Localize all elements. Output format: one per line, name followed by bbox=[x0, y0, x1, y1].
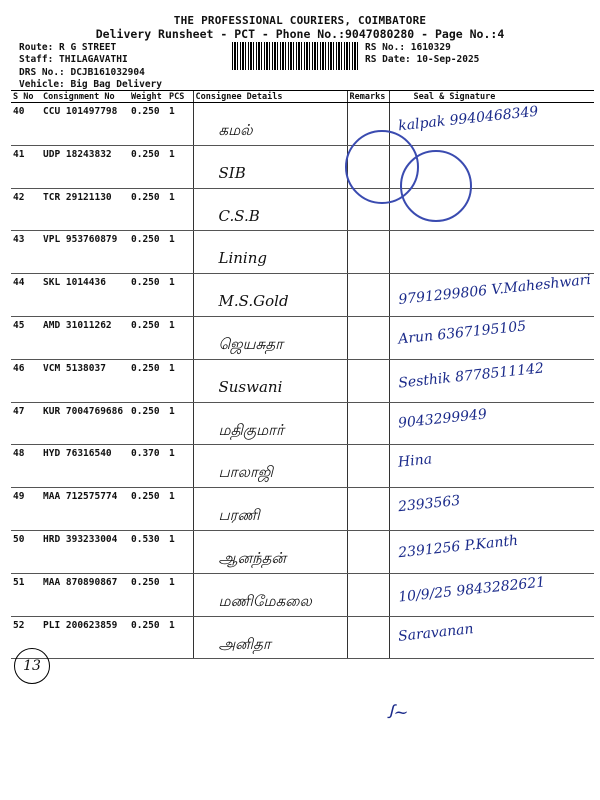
pcs-cell: 1 bbox=[167, 231, 193, 274]
col-header: Weight bbox=[129, 91, 167, 103]
weight-cell: 0.250 bbox=[129, 316, 167, 359]
sno-cell: 40 bbox=[11, 103, 41, 146]
pcs-cell: 1 bbox=[167, 616, 193, 659]
consignee-cell bbox=[193, 274, 347, 317]
weight-cell: 0.250 bbox=[129, 145, 167, 188]
consignment-cell: HRD 393233004 bbox=[41, 530, 129, 573]
signature-cell bbox=[389, 103, 594, 146]
pcs-cell: 1 bbox=[167, 402, 193, 445]
weight-cell: 0.250 bbox=[129, 231, 167, 274]
route-label: Route: R G STREET bbox=[19, 42, 117, 53]
signature-handwriting: 9043299949 bbox=[396, 405, 488, 432]
consignee-cell bbox=[193, 530, 347, 573]
sno-cell: 47 bbox=[11, 402, 41, 445]
pcs-cell: 1 bbox=[167, 316, 193, 359]
pcs-cell: 1 bbox=[167, 488, 193, 531]
signature-handwriting: 9791299806 V.Maheshwari bbox=[397, 272, 592, 309]
document-subtitle: Delivery Runsheet - PCT - Phone No.:9047080280 - Page No.:4 bbox=[95, 27, 505, 41]
remarks-cell bbox=[347, 445, 389, 488]
signature-cell bbox=[389, 402, 594, 445]
table-row bbox=[11, 316, 594, 359]
consignee-cell bbox=[193, 316, 347, 359]
table-row bbox=[11, 231, 594, 274]
signature-cell bbox=[389, 231, 594, 274]
consignee-handwriting: மணிமேகலை bbox=[218, 591, 312, 610]
rs-date: RS Date: 10-Sep-2025 bbox=[365, 53, 480, 65]
consignment-cell: CCU 101497798 bbox=[41, 103, 129, 146]
consignment-cell: VCM 5138037 bbox=[41, 359, 129, 402]
sno-cell: 51 bbox=[11, 573, 41, 616]
consignee-handwriting: Lining bbox=[218, 249, 267, 268]
document-title: THE PROFESSIONAL COURIERS, COIMBATORE bbox=[173, 14, 427, 27]
weight-cell: 0.370 bbox=[129, 445, 167, 488]
sno-cell: 43 bbox=[11, 231, 41, 274]
remarks-cell bbox=[347, 616, 389, 659]
sno-cell: 42 bbox=[11, 188, 41, 231]
pcs-cell: 1 bbox=[167, 145, 193, 188]
signature-handwriting: Hina bbox=[396, 451, 433, 472]
remarks-cell bbox=[347, 274, 389, 317]
col-header: Consignment No bbox=[41, 91, 129, 103]
table-row bbox=[11, 573, 594, 616]
weight-cell: 0.530 bbox=[129, 530, 167, 573]
drs-label: DRS No.: DCJB161032904 bbox=[19, 67, 145, 78]
signature-cell bbox=[389, 316, 594, 359]
remarks-cell bbox=[347, 359, 389, 402]
signature-cell bbox=[389, 274, 594, 317]
weight-cell: 0.250 bbox=[129, 616, 167, 659]
signature-cell bbox=[389, 573, 594, 616]
consignee-cell bbox=[193, 103, 347, 146]
consignee-handwriting: கமல் bbox=[218, 121, 253, 139]
weight-cell: 0.250 bbox=[129, 103, 167, 146]
staff-label: Staff: THILAGAVATHI bbox=[19, 53, 128, 65]
table-row bbox=[11, 445, 594, 488]
consignee-handwriting: அனிதா bbox=[218, 634, 271, 653]
pcs-cell: 1 bbox=[167, 445, 193, 488]
consignment-cell: VPL 953760879 bbox=[41, 231, 129, 274]
consignee-handwriting: ஜெயசுதா bbox=[218, 334, 283, 353]
consignee-cell bbox=[193, 188, 347, 231]
table-row bbox=[11, 359, 594, 402]
consignment-cell: UDP 18243832 bbox=[41, 145, 129, 188]
col-header: S No bbox=[11, 91, 41, 103]
table-row bbox=[11, 402, 594, 445]
signature-handwriting: 2391256 P.Kanth bbox=[396, 532, 519, 562]
consignment-cell: HYD 76316540 bbox=[41, 445, 129, 488]
remarks-cell bbox=[347, 402, 389, 445]
col-header: Seal & Signature bbox=[389, 91, 594, 103]
weight-cell: 0.250 bbox=[129, 274, 167, 317]
consignee-handwriting: M.S.Gold bbox=[218, 292, 289, 311]
table-row bbox=[11, 103, 594, 146]
pcs-cell: 1 bbox=[167, 573, 193, 616]
consignment-cell: MAA 712575774 bbox=[41, 488, 129, 531]
col-header: Consignee Details bbox=[193, 91, 347, 103]
weight-cell: 0.250 bbox=[129, 402, 167, 445]
remarks-cell bbox=[347, 488, 389, 531]
sno-cell: 46 bbox=[11, 359, 41, 402]
consignee-cell bbox=[193, 488, 347, 531]
remarks-cell bbox=[347, 316, 389, 359]
remarks-cell bbox=[347, 573, 389, 616]
table-row bbox=[11, 188, 594, 231]
consignee-cell bbox=[193, 573, 347, 616]
pcs-cell: 1 bbox=[167, 103, 193, 146]
consignment-cell: SKL 1014436 bbox=[41, 274, 129, 317]
signature-cell bbox=[389, 488, 594, 531]
consignee-cell bbox=[193, 616, 347, 659]
vehicle-label: Vehicle: Big Bag Delivery bbox=[19, 78, 162, 90]
remarks-cell bbox=[347, 530, 389, 573]
signature-handwriting: 2393563 bbox=[396, 492, 461, 516]
consignee-cell bbox=[193, 145, 347, 188]
signature-cell bbox=[389, 359, 594, 402]
table-row bbox=[11, 530, 594, 573]
runsheet-table bbox=[11, 90, 594, 659]
col-header: PCS bbox=[167, 91, 193, 103]
sno-cell: 50 bbox=[11, 530, 41, 573]
sno-cell: 48 bbox=[11, 445, 41, 488]
consignee-cell bbox=[193, 402, 347, 445]
pcs-cell: 1 bbox=[167, 359, 193, 402]
remarks-cell bbox=[347, 231, 389, 274]
signature-cell bbox=[389, 445, 594, 488]
consignee-handwriting: Suswani bbox=[218, 377, 283, 396]
weight-cell: 0.250 bbox=[129, 359, 167, 402]
consignee-handwriting: பரணி bbox=[218, 506, 260, 525]
meta-left bbox=[19, 42, 162, 90]
signature-handwriting: Saravanan bbox=[396, 620, 474, 645]
consignment-cell: AMD 31011262 bbox=[41, 316, 129, 359]
sno-cell: 52 bbox=[11, 616, 41, 659]
table-header-row bbox=[11, 91, 594, 103]
signature-handwriting: 10/9/25 9843282621 bbox=[397, 574, 546, 606]
signature-handwriting: Sesthik 8778511142 bbox=[397, 360, 545, 392]
table-row bbox=[11, 274, 594, 317]
consignee-handwriting: மதிகுமார் bbox=[218, 420, 284, 439]
consignee-handwriting: SIB bbox=[218, 163, 246, 182]
page-mark-circle: 13 bbox=[14, 648, 50, 684]
meta-right bbox=[365, 42, 479, 65]
signature-cell bbox=[389, 530, 594, 573]
pcs-cell: 1 bbox=[167, 530, 193, 573]
col-header: Remarks bbox=[347, 91, 389, 103]
consignee-cell bbox=[193, 359, 347, 402]
sno-cell: 44 bbox=[11, 274, 41, 317]
table-row bbox=[11, 488, 594, 531]
consignment-cell: PLI 200623859 bbox=[41, 616, 129, 659]
rs-number: RS No.: 1610329 bbox=[365, 42, 451, 53]
weight-cell: 0.250 bbox=[129, 573, 167, 616]
weight-cell: 0.250 bbox=[129, 488, 167, 531]
consignee-handwriting: பாலாஜி bbox=[218, 463, 274, 482]
consignment-cell: TCR 29121130 bbox=[41, 188, 129, 231]
signature-handwriting: kalpak 9940468349 bbox=[397, 103, 539, 135]
pcs-cell: 1 bbox=[167, 188, 193, 231]
consignment-cell: KUR 7004769686 bbox=[41, 402, 129, 445]
consignee-cell bbox=[193, 445, 347, 488]
sno-cell: 41 bbox=[11, 145, 41, 188]
signature-handwriting: Arun 6367195105 bbox=[397, 318, 527, 348]
table-row bbox=[11, 616, 594, 659]
seal-stamp bbox=[400, 150, 472, 222]
barcode bbox=[232, 42, 360, 70]
consignee-cell bbox=[193, 231, 347, 274]
pcs-cell: 1 bbox=[167, 274, 193, 317]
weight-cell: 0.250 bbox=[129, 188, 167, 231]
consignment-cell: MAA 870890867 bbox=[41, 573, 129, 616]
signature-scribble: ꭍ~ bbox=[387, 702, 409, 723]
consignee-handwriting: C.S.B bbox=[218, 206, 260, 225]
table-row bbox=[11, 145, 594, 188]
signature-cell bbox=[389, 616, 594, 659]
sno-cell: 49 bbox=[11, 488, 41, 531]
sno-cell: 45 bbox=[11, 316, 41, 359]
consignee-handwriting: ஆனந்தன் bbox=[218, 548, 286, 567]
